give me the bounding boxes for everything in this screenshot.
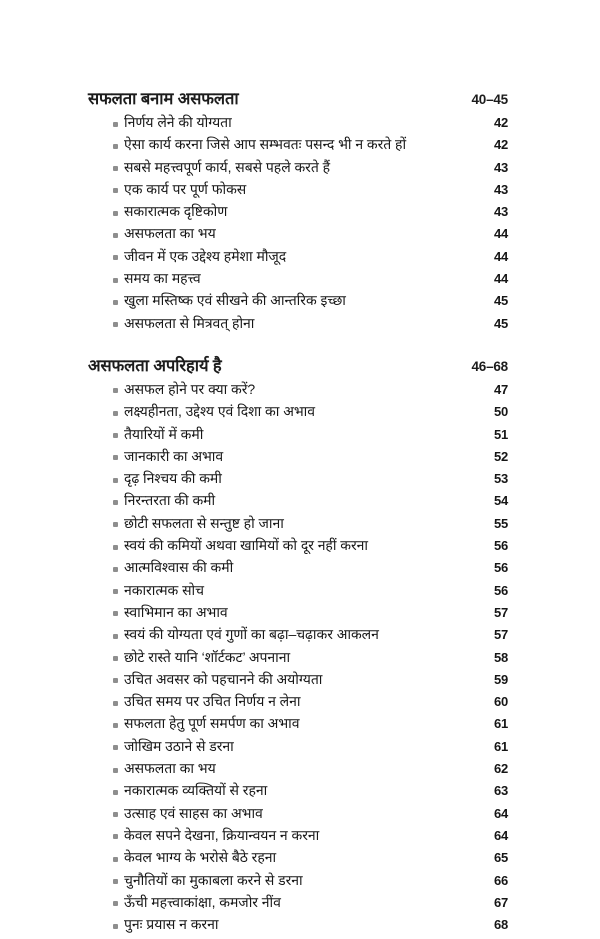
toc-entry-title: जानकारी का अभाव [124, 447, 224, 464]
bullet-icon [113, 455, 118, 460]
bullet-icon [113, 634, 118, 639]
toc-entry-title: उचित समय पर उचित निर्णय न लेना [124, 693, 301, 710]
bullet-icon [113, 166, 118, 171]
toc-entry-title: तैयारियों में कमी [124, 425, 204, 442]
toc-entry[interactable] [88, 380, 508, 402]
toc-entry-title: दृढ़ निश्चय की कमी [124, 470, 222, 487]
toc-entry-title: निर्णय लेने की योग्यता [124, 114, 232, 130]
bullet-icon [113, 924, 118, 929]
bullet-icon [113, 433, 118, 438]
toc-entry-page-number: 44 [493, 226, 508, 242]
toc-entry-page-number: 61 [493, 738, 508, 754]
toc-entry[interactable] [88, 425, 508, 447]
toc-section [88, 353, 508, 937]
bullet-icon [113, 411, 118, 416]
toc-entry-title: चुनौतियों का मुकाबला करने से डरना [124, 871, 303, 888]
bullet-icon [113, 255, 118, 260]
toc-entry-page-number: 43 [493, 159, 508, 175]
bullet-icon [113, 300, 118, 305]
toc-entry[interactable] [88, 759, 508, 781]
section-page-range: 46–68 [471, 358, 508, 374]
toc-entry-page-number: 56 [493, 582, 508, 598]
toc-entry[interactable] [88, 202, 508, 224]
toc-entry-title: असफल होने पर क्या करें? [124, 380, 256, 397]
toc-entry-page-number: 60 [493, 694, 508, 710]
toc-entry[interactable] [88, 402, 508, 424]
toc-entry[interactable] [88, 514, 508, 536]
bullet-icon [113, 901, 118, 906]
toc-entry-page-number: 57 [493, 604, 508, 620]
toc-entry-title: सकारात्मक दृष्टिकोण [124, 203, 228, 220]
toc-entry[interactable] [88, 291, 508, 313]
toc-entry[interactable] [88, 135, 508, 157]
toc-entry[interactable] [88, 269, 508, 291]
bullet-icon [113, 233, 118, 238]
toc-entry[interactable] [88, 247, 508, 269]
toc-entry-title: लक्ष्यहीनता, उद्देश्य एवं दिशा का अभाव [124, 403, 315, 420]
toc-entry-page-number: 68 [493, 917, 508, 933]
toc-entry[interactable] [88, 180, 508, 202]
toc-entry-title: स्वाभिमान का अभाव [124, 603, 228, 620]
bullet-icon [113, 879, 118, 884]
toc-entry-page-number: 45 [493, 293, 508, 309]
bullet-icon [113, 701, 118, 706]
bullet-icon [113, 188, 118, 193]
toc-entry[interactable] [88, 224, 508, 246]
toc-entry-title: स्वयं की योग्यता एवं गुणों का बढ़ा–चढ़ाकर आकलन [124, 626, 379, 643]
toc-entry-title: उत्साह एवं साहस का अभाव [124, 804, 263, 821]
toc-entry-title: सफलता हेतु पूर्ण समर्पण का अभाव [124, 715, 300, 732]
toc-entry-page-number: 57 [493, 627, 508, 643]
toc-entry-page-number: 55 [493, 515, 508, 531]
toc-entry-title: असफलता का भय [124, 760, 216, 777]
section-heading [88, 353, 508, 376]
section-page-range: 40–45 [471, 92, 508, 107]
toc-entry-page-number: 53 [493, 471, 508, 487]
toc-entry[interactable] [88, 714, 508, 736]
toc-entry-title: जीवन में एक उद्देश्य हमेशा मौजूद [124, 247, 287, 264]
toc-entry-title: आत्मविश्वास की कमी [124, 559, 234, 576]
toc-entry[interactable] [88, 558, 508, 580]
toc-entry-title: नकारात्मक व्यक्तियों से रहना [124, 782, 268, 799]
toc-entry-title: पुनः प्रयास न करना [124, 916, 219, 933]
toc-entry[interactable] [88, 692, 508, 714]
toc-entry-title: ऐसा कार्य करना जिसे आप सम्भवतः पसन्द भी न करते हों [124, 136, 407, 153]
toc-entry-title: स्वयं की कमियों अथवा खामियों को दूर नहीं करना [124, 537, 369, 554]
toc-entry-page-number: 47 [493, 381, 508, 397]
toc-entry[interactable] [88, 491, 508, 513]
bullet-icon [113, 122, 118, 127]
bullet-icon [113, 567, 118, 572]
toc-entry-page-number: 44 [493, 271, 508, 287]
bullet-icon [113, 522, 118, 527]
toc-entry[interactable] [88, 113, 508, 135]
toc-entry-title: असफलता का भय [124, 225, 216, 242]
toc-entry-page-number: 65 [493, 850, 508, 866]
toc-entry-title: सबसे महत्त्वपूर्ण कार्य, सबसे पहले करते हैं [124, 158, 331, 175]
toc-entry[interactable] [88, 826, 508, 848]
toc-entry-page-number: 64 [493, 805, 508, 821]
bullet-icon [113, 500, 118, 505]
toc-entry-title: खुला मस्तिष्क एवं सीखने की आन्तरिक इच्छा [124, 292, 346, 309]
bullet-icon [113, 745, 118, 750]
toc-entry-page-number: 52 [493, 448, 508, 464]
toc-entry-page-number: 62 [493, 761, 508, 777]
toc-entry-page-number: 54 [493, 493, 508, 509]
toc-entry-page-number: 42 [493, 137, 508, 153]
toc-entry-page-number: 45 [493, 315, 508, 331]
toc-entry[interactable] [88, 804, 508, 826]
toc-entry-title: समय का महत्त्व [124, 270, 201, 287]
bullet-icon [113, 388, 118, 393]
toc-entry[interactable] [88, 848, 508, 870]
bullet-icon [113, 768, 118, 773]
toc-entry-page-number: 51 [493, 426, 508, 442]
bullet-icon [113, 857, 118, 862]
bullet-icon [113, 278, 118, 283]
bullet-icon [113, 144, 118, 149]
bullet-icon [113, 723, 118, 728]
toc-entry[interactable] [88, 158, 508, 180]
toc-entry-title: जोखिम उठाने से डरना [124, 737, 234, 754]
toc-entry-page-number: 63 [493, 783, 508, 799]
section-title: असफलता अपरिहार्य है [88, 356, 222, 375]
bullet-icon [113, 589, 118, 594]
toc-entry-title: केवल भाग्य के भरोसे बैठे रहना [124, 849, 277, 866]
toc-entry-title: नकारात्मक सोच [124, 581, 204, 598]
toc-entry-title: केवल सपने देखना, क्रियान्वयन न करना [124, 826, 320, 843]
section-entry-list [88, 113, 508, 336]
toc-entry-page-number: 42 [493, 115, 508, 130]
toc-entry[interactable] [88, 603, 508, 625]
toc-entry[interactable] [88, 670, 508, 692]
section-title: सफलता बनाम असफलता [88, 90, 239, 108]
toc-section [88, 86, 508, 336]
toc-entry-page-number: 43 [493, 204, 508, 220]
toc-entry-page-number: 61 [493, 716, 508, 732]
toc-entry-page-number: 66 [493, 872, 508, 888]
toc-entry[interactable] [88, 648, 508, 670]
toc-entry-page-number: 56 [493, 560, 508, 576]
section-entry-list [88, 380, 508, 937]
toc-entry-page-number: 44 [493, 248, 508, 264]
toc-entry-title: ऊँची महत्त्वाकांक्षा, कमजोर नींव [124, 893, 281, 910]
toc-entry-page-number: 64 [493, 827, 508, 843]
toc-entry[interactable] [88, 314, 508, 336]
bullet-icon [113, 545, 118, 550]
toc-entry-page-number: 67 [493, 894, 508, 910]
toc-entry-page-number: 59 [493, 671, 508, 687]
toc-entry-page-number: 58 [493, 649, 508, 665]
toc-entry[interactable] [88, 893, 508, 915]
toc-entry[interactable] [88, 536, 508, 558]
bullet-icon [113, 656, 118, 661]
toc-entry[interactable] [88, 915, 508, 937]
section-heading [88, 86, 508, 109]
bullet-icon [113, 790, 118, 795]
toc-entry[interactable] [88, 871, 508, 893]
toc-entry[interactable] [88, 469, 508, 491]
toc-entry-title: छोटे रास्ते यानि ‘शॉर्टकट’ अपनाना [124, 648, 291, 665]
bullet-icon [113, 211, 118, 216]
toc-entry-page-number: 43 [493, 181, 508, 197]
toc-entry-page-number: 50 [493, 404, 508, 420]
toc-entry[interactable] [88, 447, 508, 469]
toc-entry[interactable] [88, 581, 508, 603]
toc-entry[interactable] [88, 781, 508, 803]
bullet-icon [113, 478, 118, 483]
bullet-icon [113, 812, 118, 817]
bullet-icon [113, 678, 118, 683]
toc-entry[interactable] [88, 737, 508, 759]
toc-entry-title: एक कार्य पर पूर्ण फोकस [124, 180, 247, 197]
toc-entry-title: छोटी सफलता से सन्तुष्ट हो जाना [124, 514, 284, 531]
bullet-icon [113, 834, 118, 839]
toc-entry-title: निरन्तरता की कमी [124, 492, 216, 509]
toc-entry[interactable] [88, 625, 508, 647]
toc-entry-title: असफलता से मित्रवत् होना [124, 314, 255, 331]
table-of-contents [88, 86, 508, 937]
bullet-icon [113, 322, 118, 327]
toc-entry-page-number: 56 [493, 538, 508, 554]
toc-entry-title: उचित अवसर को पहचानने की अयोग्यता [124, 670, 323, 687]
bullet-icon [113, 611, 118, 616]
